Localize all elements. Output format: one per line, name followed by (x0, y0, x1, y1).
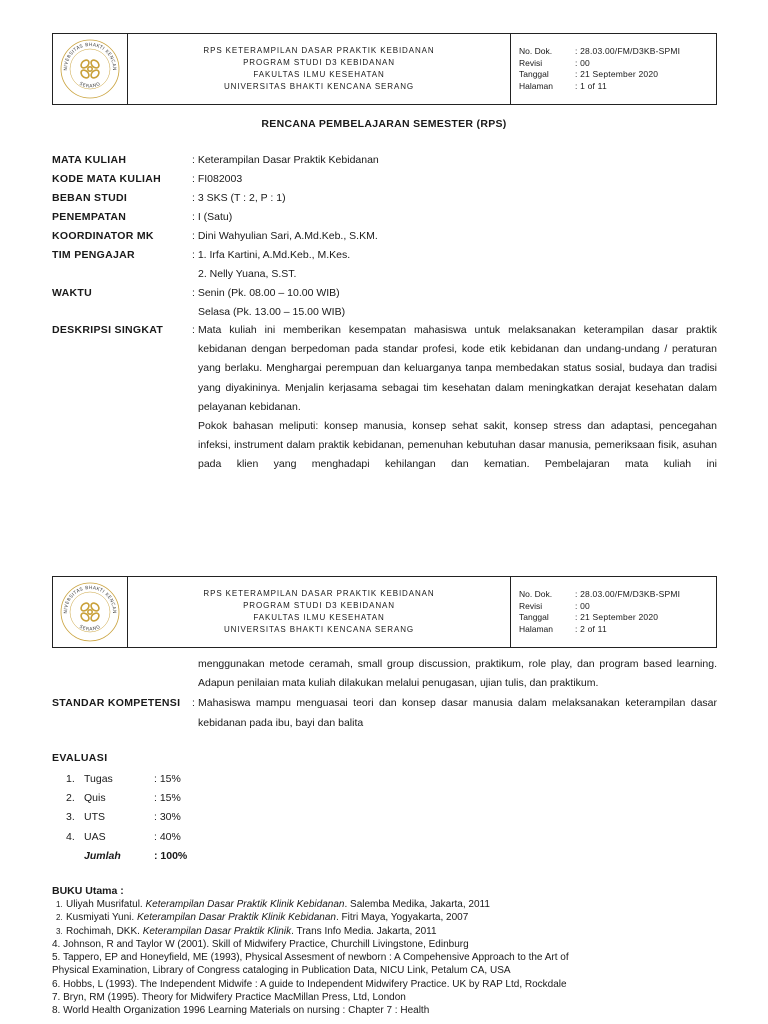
evaluasi-num: 1. (66, 772, 75, 785)
evaluasi-num: 3. (66, 811, 75, 824)
meta-label-halaman: Halaman (519, 80, 554, 91)
evaluasi-value: : 30% (154, 811, 181, 824)
meta-label-no-dok: No. Dok. (519, 589, 553, 599)
meta-revisi: : 00 (575, 600, 590, 611)
reference-item: 4. Johnson, R and Taylor W (2001). Skill of Midwifery Practice, Churchill Livingstone, Edinburg (52, 938, 469, 950)
label-penempatan: PENEMPATAN (52, 210, 127, 223)
value-penempatan: : I (Satu) (192, 210, 233, 223)
header-title-line-4: UNIVERSITAS BHAKTI KENCANA SERANG (223, 625, 415, 634)
evaluasi-name: Tugas (84, 772, 113, 785)
university-logo-icon (59, 38, 121, 100)
meta-no-dok: : 28.03.00/FM/D3KB-SPMI (575, 46, 681, 56)
reference-item: 8. World Health Organization 1996 Learning Materials on nursing : Chapter 7 : Health (52, 1005, 430, 1017)
evaluasi-name: UTS (84, 811, 105, 824)
deskripsi-colon: : (192, 324, 195, 336)
reference-list (52, 898, 692, 1018)
meta-label-no-dok: No. Dok. (519, 46, 553, 56)
reference-item: 1. Uliyah Musrifatul. Keterampilan Dasar Praktik Klinik Kebidanan. Salemba Medika, Jakarta, 2011 (56, 899, 490, 910)
meta-label-halaman: Halaman (519, 623, 554, 634)
logo-cell (53, 34, 128, 104)
header-title-line-2: PROGRAM STUDI D3 KEBIDANAN (243, 601, 395, 610)
value-waktu-1: : Senin (Pk. 08.00 – 10.00 WIB) (192, 286, 340, 299)
evaluasi-item (66, 788, 187, 807)
header-meta (511, 34, 716, 104)
reference-item: 7. Bryn, RM (1995). Theory for Midwifery Practice MacMillan Press, Ltd, London (52, 992, 406, 1004)
meta-label-tanggal: Tanggal (519, 69, 549, 79)
evaluasi-item (66, 808, 187, 827)
evaluasi-total (66, 847, 187, 866)
logo-text-top: NIVERSITAS BHAKTI KENCAN (63, 42, 117, 71)
meta-halaman: : 1 of 11 (575, 80, 607, 91)
value-mata-kuliah: : Keterampilan Dasar Praktik Kebidanan (192, 153, 379, 166)
page-2 (0, 530, 768, 1024)
reference-item-continuation: Physical Examination, Library of Congress cataloging in Publication Data, NICU Link, Petalum CA, USA (52, 965, 511, 977)
course-info (52, 150, 717, 475)
deskripsi-paragraph-2: Pokok bahasan meliputi: konsep manusia, konsep sehat sakit, konsep stress dan adaptasi, pencegahan infeksi, instrument dalam praktik kebidanan, pemenuhan kebutuhan dasar manusia, pemeriksaan fisik, asuhan pada klien yang menghadapi kehilangan dan kematian. Pembelajaran mata kuliah ini (198, 420, 717, 471)
label-tim-pengajar: TIM PENGAJAR (52, 248, 135, 261)
document-title: RENCANA PEMBELAJARAN SEMESTER (RPS) (261, 118, 507, 130)
header-title-line-1: RPS KETERAMPILAN DASAR PRAKTIK KEBIDANAN (203, 589, 435, 598)
evaluasi-name: Quis (84, 792, 106, 805)
meta-no-dok: : 28.03.00/FM/D3KB-SPMI (575, 589, 681, 599)
header-title-line-4: UNIVERSITAS BHAKTI KENCANA SERANG (223, 82, 415, 91)
evaluasi-num: 2. (66, 792, 75, 805)
value-koordinator: : Dini Wahyulian Sari, A.Md.Keb., S.KM. (192, 229, 378, 242)
meta-label-tanggal: Tanggal (519, 612, 549, 622)
evaluasi-total-value: : 100% (154, 850, 188, 863)
header-title-line-1: RPS KETERAMPILAN DASAR PRAKTIK KEBIDANAN (203, 46, 435, 55)
reference-item: 6. Hobbs, L (1993). The Independent Midwife : A guide to Independent Midwifery Practice. UK by RAP Ltd, Rockdale (52, 978, 567, 990)
label-standar-kompetensi: STANDAR KOMPETENSI (52, 697, 181, 710)
value-waktu-2: Selasa (Pk. 13.00 – 15.00 WIB) (198, 305, 346, 318)
evaluasi-value: : 40% (154, 830, 181, 843)
deskripsi-paragraph-3: menggunakan metode ceramah, small group discussion, praktikum, role play, dan program based learning. Adapun penilaian mata kuliah dilakukan melalui penugasan, ujian tulis, dan praktikum. (198, 658, 717, 690)
evaluasi-total-name: Jumlah (84, 850, 121, 863)
evaluasi-list (66, 769, 187, 866)
header-meta-page-2 (511, 577, 716, 647)
label-kode: KODE MATA KULIAH (52, 172, 162, 185)
logo-text-top: NIVERSITAS BHAKTI KENCAN (63, 585, 117, 614)
svg-text:SERANG (78, 81, 101, 90)
meta-tanggal: : 21 September 2020 (575, 69, 659, 79)
evaluasi-value: : 15% (154, 772, 181, 785)
document-header (52, 33, 717, 105)
evaluasi-item (66, 827, 187, 846)
reference-item: 3. Rochimah, DKK. Keterampilan Dasar Praktik Klinik. Trans Info Media. Jakarta, 2011 (56, 925, 437, 937)
standar-kompetensi-text: Mahasiswa mampu menguasai teori dan konsep dasar manusia dalam melaksanakan keterampilan dasar kebidanan pada ibu, bayi dan balita (198, 697, 717, 729)
header-title-line-3: FAKULTAS ILMU KESEHATAN (253, 70, 385, 79)
meta-label-revisi: Revisi (519, 600, 543, 611)
value-beban: : 3 SKS (T : 2, P : 1) (192, 191, 286, 204)
meta-tanggal: : 21 September 2020 (575, 612, 659, 622)
value-tim-2: 2. Nelly Yuana, S.ST. (198, 267, 297, 280)
value-tim-1: : 1. Irfa Kartini, A.Md.Keb., M.Kes. (192, 248, 351, 261)
evaluasi-value: : 15% (154, 792, 181, 805)
university-logo-icon (59, 581, 121, 643)
evaluasi-item (66, 769, 187, 788)
header-title-line-2: PROGRAM STUDI D3 KEBIDANAN (243, 58, 395, 67)
standar-colon: : (192, 697, 195, 710)
buku-title: BUKU Utama : (52, 885, 124, 897)
meta-halaman: : 2 of 11 (575, 623, 607, 634)
logo-text-bottom: SERANG (78, 81, 102, 90)
label-deskripsi: DESKRIPSI SINGKAT (52, 324, 164, 336)
value-kode: : FI082003 (192, 172, 243, 185)
logo-cell-page-2 (53, 577, 128, 647)
deskripsi-paragraph-1: Mata kuliah ini memberikan kesempatan mahasiswa untuk melaksanakan keterampilan dasar praktik kebidanan dengan berpedoman pada standar profesi, kode etik kebidanan dan undang-undang / peraturan yang berlaku. Menghargai perempuan dan keluarganya tanpa membedakan status sosial, budaya dan tradisi yang diyakininya. Menjalin kerjasama sebagai tim kesehatan dalam meningkatkan derajat kesehatan dalam pelayanan kebidanan. (198, 324, 717, 413)
course-info-continued (52, 655, 717, 733)
evaluasi-title: EVALUASI (52, 752, 108, 764)
evaluasi-num: 4. (66, 830, 75, 843)
reference-item: 2. Kusmiyati Yuni. Keterampilan Dasar Praktik Klinik Kebidanan. Fitri Maya, Yogyakarta, 2007 (56, 912, 469, 924)
label-mata-kuliah: MATA KULIAH (52, 153, 127, 166)
svg-text:SERANG (78, 624, 101, 633)
header-title-line-3: FAKULTAS ILMU KESEHATAN (253, 613, 385, 622)
label-koordinator: KOORDINATOR MK (52, 229, 154, 242)
header-title-page-2 (128, 577, 511, 647)
document-header-page-2 (52, 576, 717, 648)
header-title (128, 34, 511, 104)
label-waktu: WAKTU (52, 286, 92, 299)
label-beban: BEBAN STUDI (52, 191, 128, 204)
meta-revisi: : 00 (575, 57, 590, 68)
evaluasi-name: UAS (84, 830, 106, 843)
reference-item: 5. Tappero, EP and Honeyfield, ME (1993), Physical Assesment of newborn : A Compehensive Approach to the Art of (52, 952, 569, 964)
meta-label-revisi: Revisi (519, 57, 543, 68)
logo-text-bottom: SERANG (78, 624, 102, 633)
